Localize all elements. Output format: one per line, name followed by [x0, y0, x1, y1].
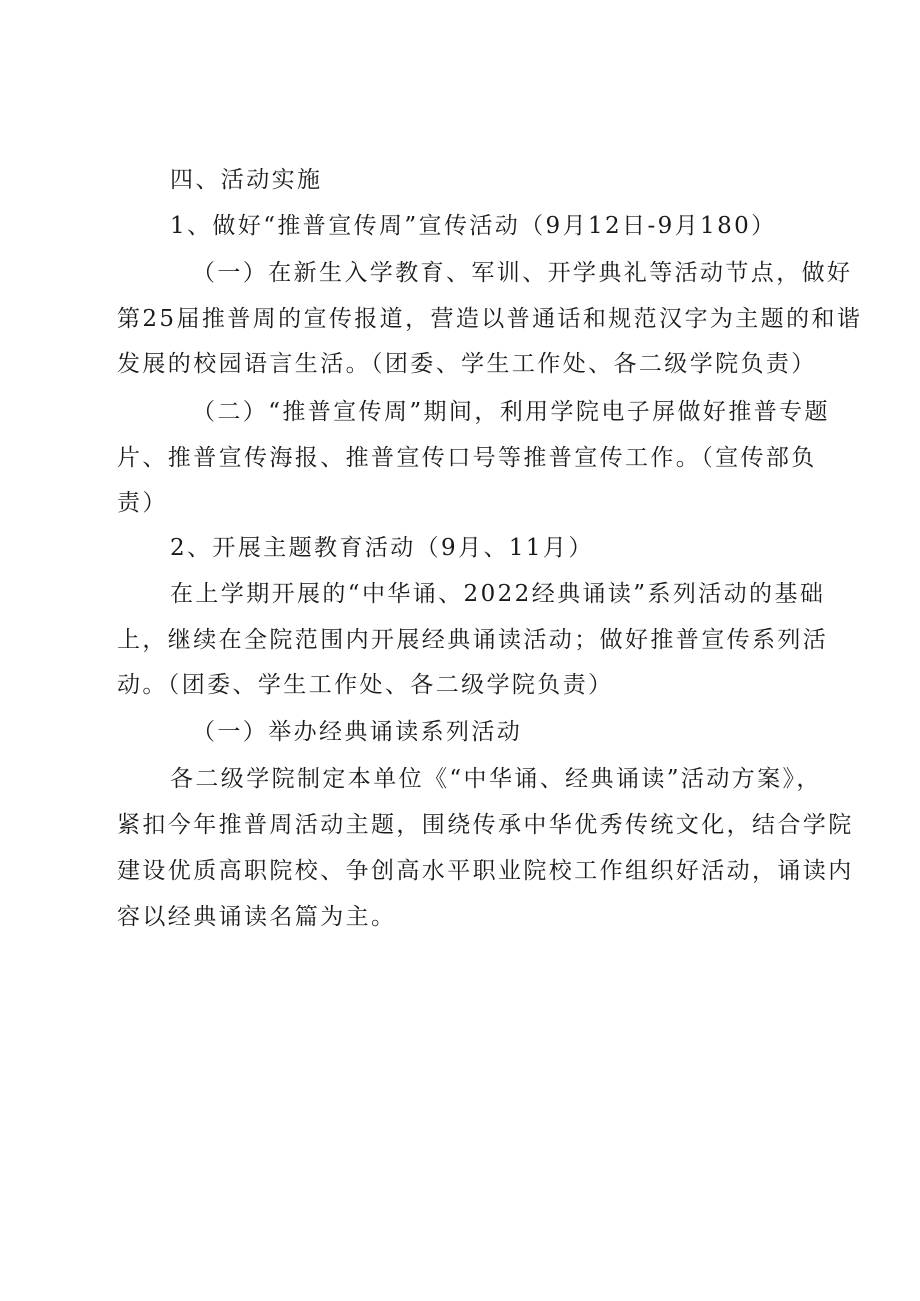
item2-para1-line1: 在上学期开展的“中华诵、2022经典诵读”系列活动的基础	[170, 581, 826, 607]
item1-para2-line1: （二）“推普宣传周”期间，利用学院电子屏做好推普专题	[192, 399, 830, 425]
item2-heading: 2、开展主题教育活动（9月、11月）	[170, 535, 594, 561]
item2-sub1-para-line1: 各二级学院制定本单位《“中华诵、经典诵读”活动方案》，	[170, 766, 822, 792]
item2-sub1-para-line3: 建设优质高职院校、争创高水平职业院校工作组织好活动，诵读内	[117, 858, 854, 884]
section-heading: 四、活动实施	[170, 167, 323, 193]
item1-para2-line2: 片、推普宣传海报、推普宣传口号等推普宣传工作。（宣传部负	[117, 445, 817, 471]
item2-para1-line2: 上，继续在全院范围内开展经典诵读活动；做好推普宣传系列活	[117, 627, 829, 653]
item2-sub1-para-line4: 容以经典诵读名篇为主。	[117, 904, 397, 930]
item2-para1-line3: 动。（团委、学生工作处、各二级学院负责）	[117, 672, 614, 698]
item2-sub1-para-line2: 紧扣今年推普周活动主题，围绕传承中华优秀传统文化，结合学院	[117, 812, 854, 838]
item2-sub1-heading: （一）举办经典诵读系列活动	[192, 719, 523, 745]
item1-para2-line3: 责）	[117, 490, 168, 516]
item1-para1-line1: （一）在新生入学教育、军训、开学典礼等活动节点，做好	[192, 260, 853, 286]
item1-para1-line3: 发展的校园语言生活。（团委、学生工作处、各二级学院负责）	[117, 351, 817, 377]
item1-para1-line2: 第25届推普周的宣传报道，营造以普通话和规范汉字为主题的和谐	[117, 306, 863, 332]
item1-heading: 1、做好“推普宣传周”宣传活动（9月12日-9月180）	[170, 213, 777, 239]
